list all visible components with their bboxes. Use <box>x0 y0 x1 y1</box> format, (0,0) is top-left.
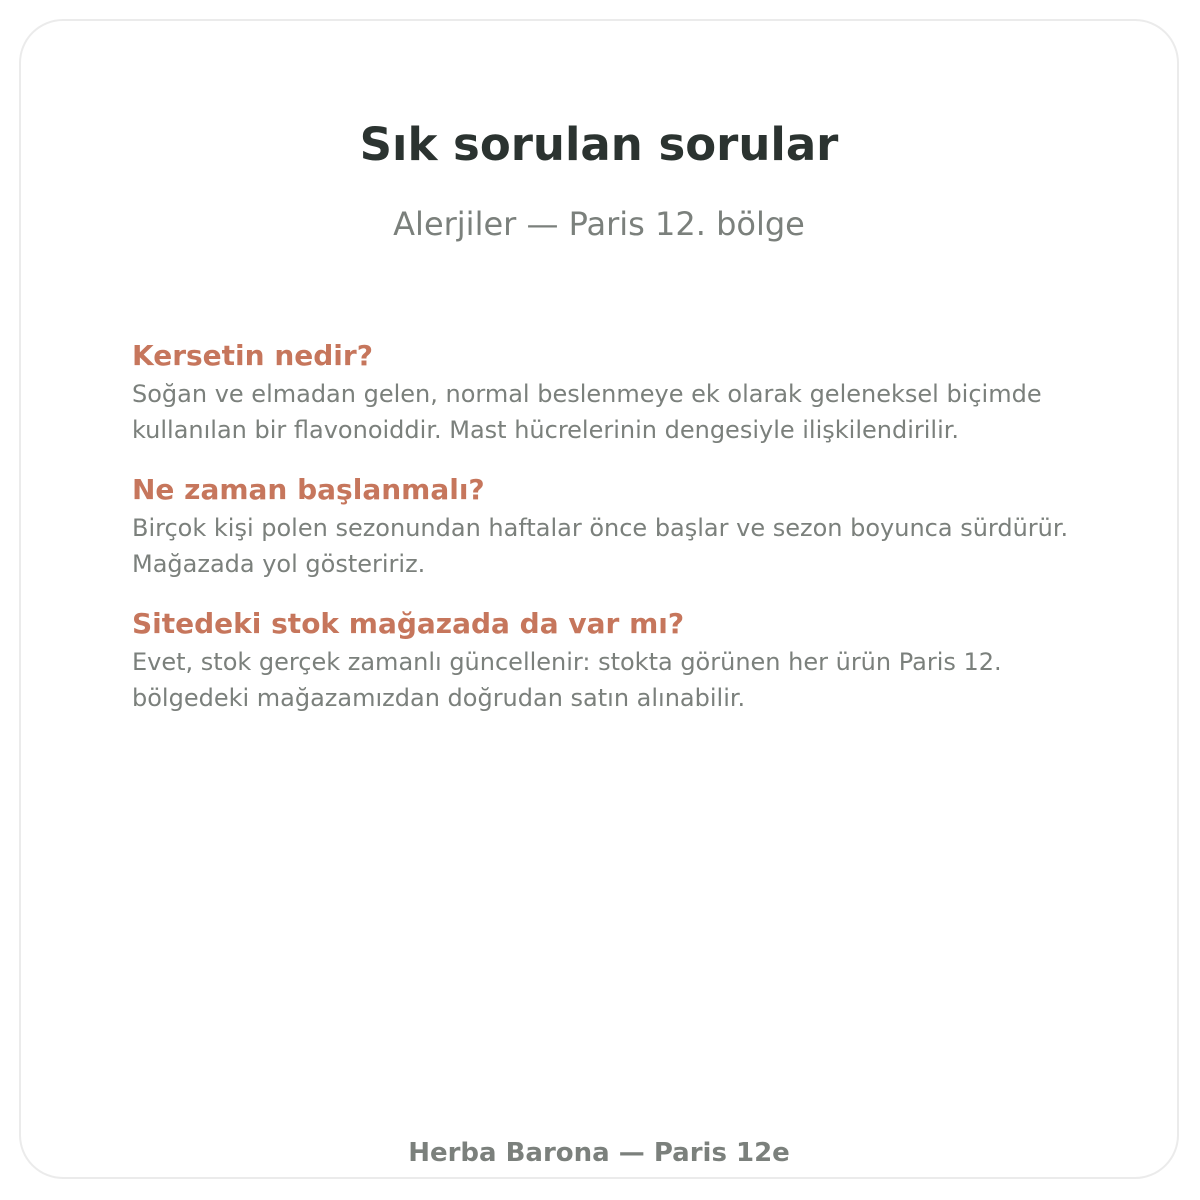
faq-answer: Birçok kişi polen sezonundan haftalar önce başlar ve sezon boyunca sürdürür. Mağazada yol gösteririz. <box>132 514 1069 578</box>
faq-item-quercetin <box>132 336 1122 448</box>
page-title: Sık sorulan sorular <box>359 118 839 171</box>
faq-question: Sitedeki stok mağazada da var mı? <box>132 607 685 640</box>
footer-brand: Herba Barona — Paris 12e <box>408 1138 790 1168</box>
faq-item-when-to-start <box>132 470 1122 582</box>
faq-answer: Evet, stok gerçek zamanlı güncellenir: stokta görünen her ürün Paris 12. bölgedeki mağazamızdan doğrudan satın alınabilir. <box>132 648 1002 712</box>
faq-item-stock <box>132 604 1122 716</box>
faq-list <box>132 336 1122 738</box>
page-subtitle: Alerjiler — Paris 12. bölge <box>393 205 805 243</box>
faq-answer: Soğan ve elmadan gelen, normal beslenmeye ek olarak geleneksel biçimde kullanılan bir flavonoiddir. Mast hücrelerinin dengesiyle ilişkilendirilir. <box>132 380 1042 444</box>
faq-question: Ne zaman başlanmalı? <box>132 473 485 506</box>
faq-card <box>19 19 1179 1179</box>
faq-question: Kersetin nedir? <box>132 339 373 372</box>
